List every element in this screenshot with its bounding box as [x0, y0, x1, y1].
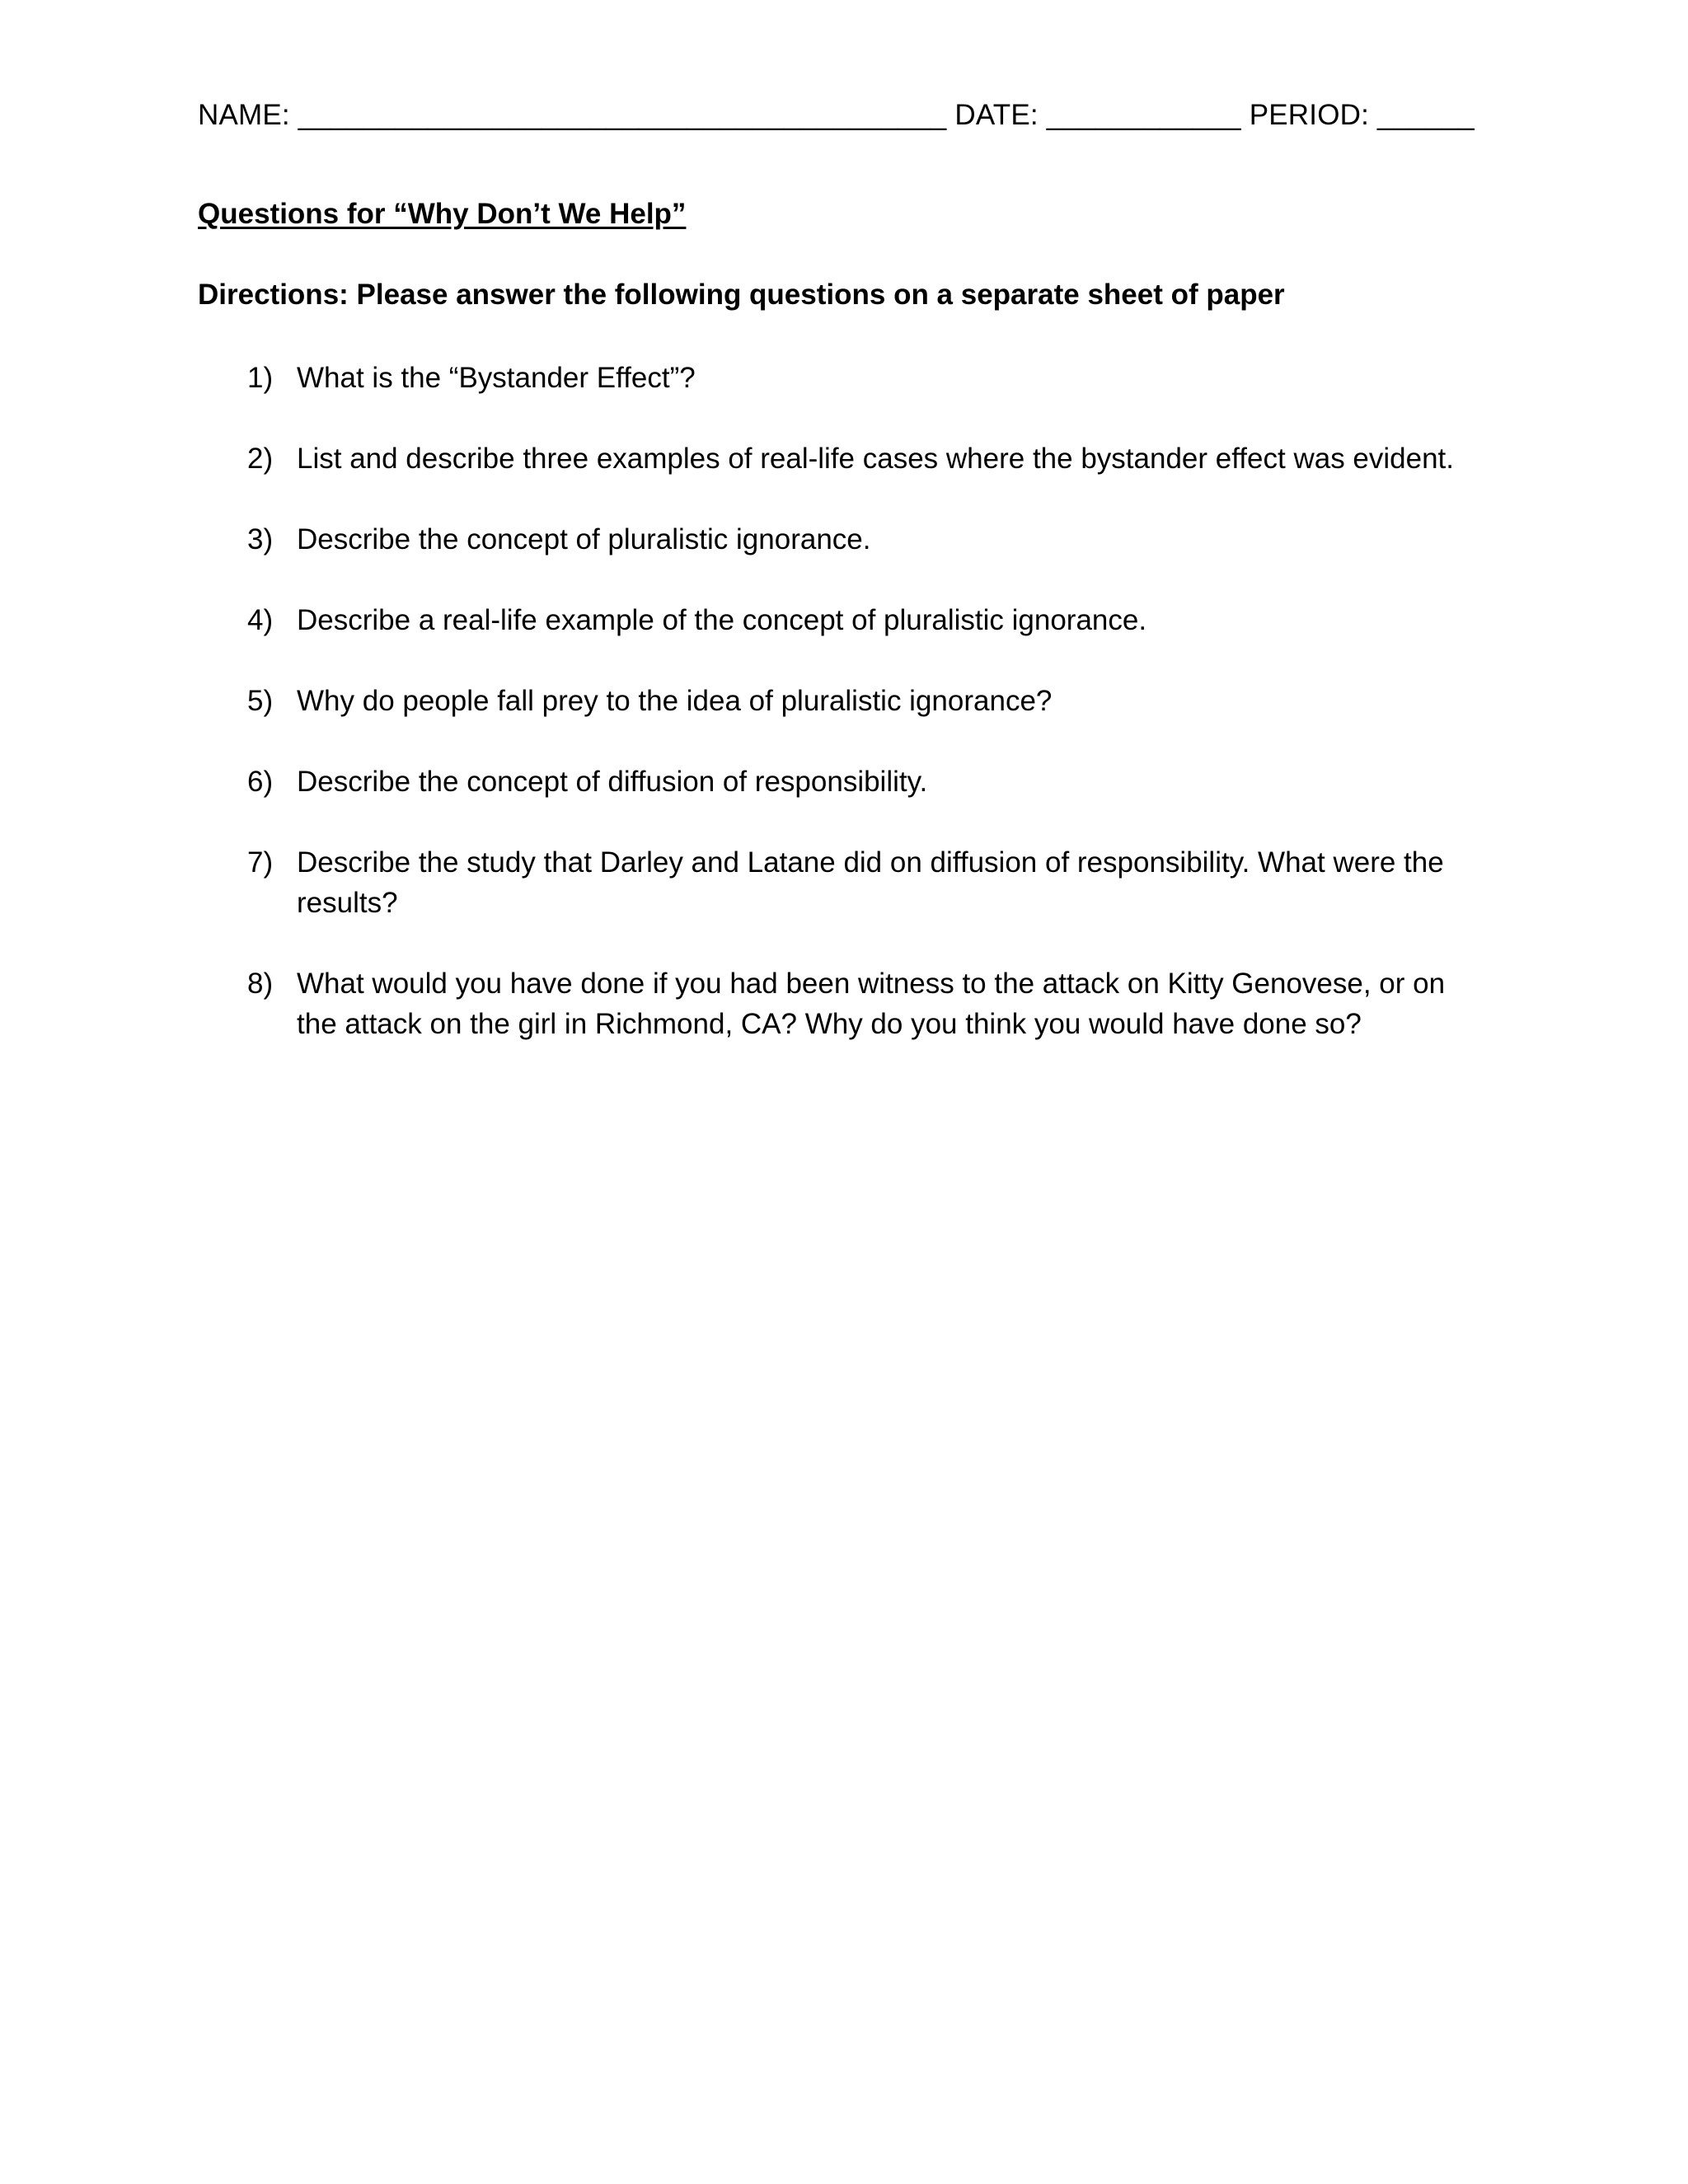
question-text: Describe a real-life example of the concept of pluralistic ignorance. — [297, 604, 1147, 636]
question-item — [198, 842, 1484, 923]
question-text: What is the “Bystander Effect”? — [297, 362, 696, 394]
question-number: 8) — [247, 968, 274, 1000]
period-blank: ______ — [1376, 99, 1475, 131]
question-list — [198, 358, 1484, 1085]
date-blank: ____________ — [1046, 99, 1241, 131]
question-text: Why do people fall prey to the idea of pluralistic ignorance? — [297, 685, 1053, 717]
question-item — [198, 963, 1484, 1044]
question-number: 1) — [247, 362, 274, 394]
period-label: PERIOD: — [1249, 99, 1370, 131]
date-label: DATE: — [954, 99, 1039, 131]
question-number: 4) — [247, 604, 274, 636]
question-item — [198, 519, 1484, 560]
question-number: 3) — [247, 523, 274, 555]
question-number: 6) — [247, 766, 274, 798]
question-text: Describe the concept of diffusion of responsibility. — [297, 766, 928, 798]
worksheet-title: Questions for “Why Don’t We Help” — [198, 198, 687, 230]
question-text: What would you have done if you had been witness to the attack on Kitty Genovese, or on the attack on the girl in Richmond, CA? Why do you think you would have done so? — [297, 968, 1446, 1040]
question-item — [198, 600, 1484, 640]
question-text: Describe the concept of pluralistic ignorance. — [297, 523, 871, 555]
directions: Directions: Please answer the following questions on a separate sheet of paper — [198, 279, 1285, 311]
question-number: 7) — [247, 846, 274, 879]
question-number: 2) — [247, 443, 274, 475]
name-label: NAME: — [198, 99, 290, 131]
question-item — [198, 681, 1484, 721]
question-text: List and describe three examples of real-life cases where the bystander effect was evident. — [297, 443, 1454, 475]
question-item — [198, 438, 1484, 479]
name-blank: ________________________________________ — [298, 99, 947, 131]
question-item — [198, 358, 1484, 398]
question-text: Describe the study that Darley and Latane did on diffusion of responsibility. What were the results? — [297, 846, 1444, 919]
question-number: 5) — [247, 685, 274, 717]
student-info-header — [198, 97, 1475, 134]
question-item — [198, 762, 1484, 802]
